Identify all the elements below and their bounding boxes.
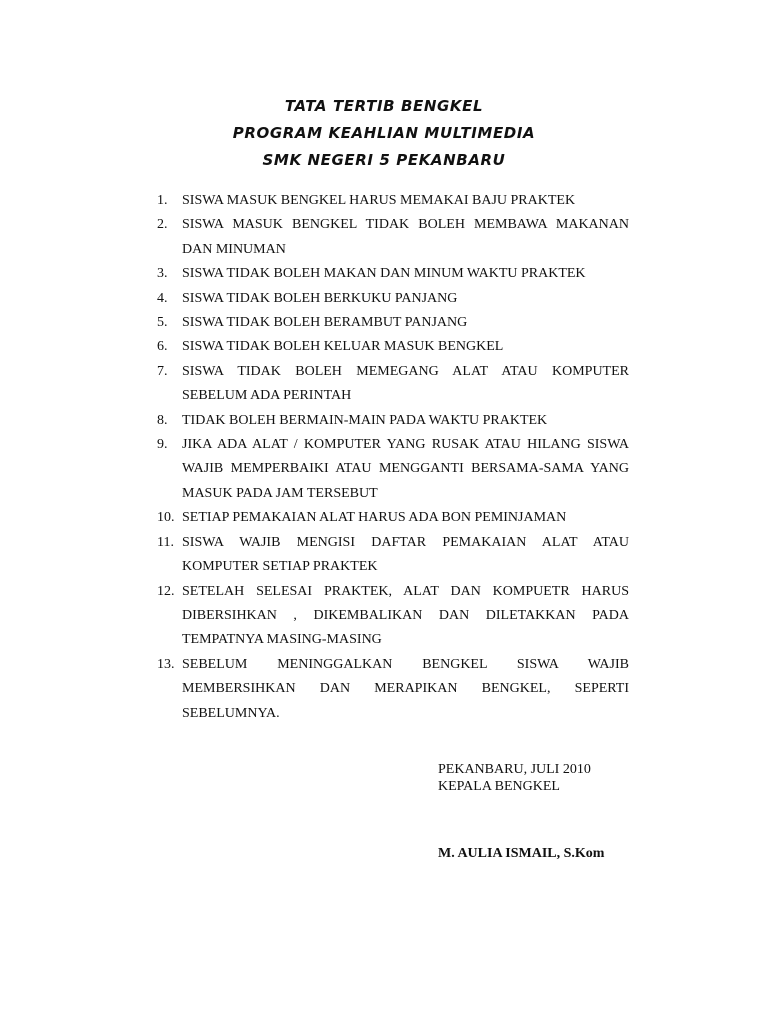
rule-item (157, 580, 629, 653)
rule-item (157, 262, 629, 286)
rule-number: 3. (157, 266, 168, 282)
rule-number: 8. (157, 412, 168, 428)
rule-item (157, 653, 629, 726)
rule-text: SISWA TIDAK BOLEH KELUAR MASUK BENGKEL (182, 339, 504, 355)
document-title (0, 93, 768, 174)
rule-item (157, 311, 629, 335)
rule-item (157, 213, 629, 262)
rule-number: 5. (157, 315, 168, 331)
rule-text: TIDAK BOLEH BERMAIN-MAIN PADA WAKTU PRAKTEK (182, 412, 548, 428)
rule-item (157, 506, 629, 530)
rule-text: JIKA ADA ALAT / KOMPUTER YANG RUSAK ATAU HILANG SISWA WAJIB MEMPERBAIKI ATAU MENGGANTI BERSAMA-SAMA YANG MASUK PADA JAM TERSEBUT (182, 437, 629, 501)
rule-item (157, 360, 629, 409)
rule-text: SETELAH SELESAI PRAKTEK, ALAT DAN KOMPUETR HARUS DIBERSIHKAN , DIKEMBALIKAN DAN DILETAKKAN PADA TEMPATNYA MASING-MASING (182, 583, 629, 648)
rule-text: SISWA TIDAK BOLEH MAKAN DAN MINUM WAKTU PRAKTEK (182, 266, 586, 282)
rule-number: 13. (157, 656, 175, 672)
rule-text: SISWA MASUK BENGKEL HARUS MEMAKAI BAJU PRAKTEK (182, 193, 576, 208)
rule-text: SISWA WAJIB MENGISI DAFTAR PEMAKAIAN ALAT ATAU KOMPUTER SETIAP PRAKTEK (182, 534, 629, 575)
rule-number: 12. (157, 583, 175, 599)
signer-name: M. AULIA ISMAIL, S.Kom (438, 846, 605, 861)
rule-text: SISWA TIDAK BOLEH BERAMBUT PANJANG (182, 315, 468, 331)
title-line-3: SMK NEGERI 5 PEKANBARU (262, 151, 506, 169)
rule-text: SISWA TIDAK BOLEH BERKUKU PANJANG (182, 290, 458, 306)
rule-number: 4. (157, 290, 168, 306)
rule-item (157, 335, 629, 359)
rule-number: 6. (157, 339, 168, 355)
rules-list (157, 189, 629, 726)
rule-number: 1. (157, 193, 168, 208)
rule-item (157, 433, 629, 506)
title-line-2: PROGRAM KEAHLIAN MULTIMEDIA (232, 124, 536, 142)
rule-number: 10. (157, 510, 175, 526)
rule-number: 7. (157, 363, 168, 379)
rule-item (157, 287, 629, 311)
rule-item (157, 409, 629, 433)
rule-item (157, 189, 629, 213)
rule-text: SISWA MASUK BENGKEL TIDAK BOLEH MEMBAWA MAKANAN DAN MINUMAN (182, 217, 629, 257)
rule-text: SEBELUM MENINGGALKAN BENGKEL SISWA WAJIB MEMBERSIHKAN DAN MERAPIKAN BENGKEL, SEPERTI SEBELUMNYA. (182, 656, 629, 721)
title-line-1: TATA TERTIB BENGKEL (284, 97, 484, 115)
rule-number: 11. (157, 534, 174, 550)
signature-position: KEPALA BENGKEL (438, 778, 560, 794)
signature-place-date: PEKANBARU, JULI 2010 (438, 762, 591, 777)
signature-block (438, 762, 591, 795)
rule-number: 9. (157, 437, 168, 453)
rule-item (157, 531, 629, 580)
rule-text: SISWA TIDAK BOLEH MEMEGANG ALAT ATAU KOMPUTER SEBELUM ADA PERINTAH (182, 363, 629, 404)
rule-number: 2. (157, 217, 168, 233)
rule-text: SETIAP PEMAKAIAN ALAT HARUS ADA BON PEMINJAMAN (182, 510, 567, 526)
